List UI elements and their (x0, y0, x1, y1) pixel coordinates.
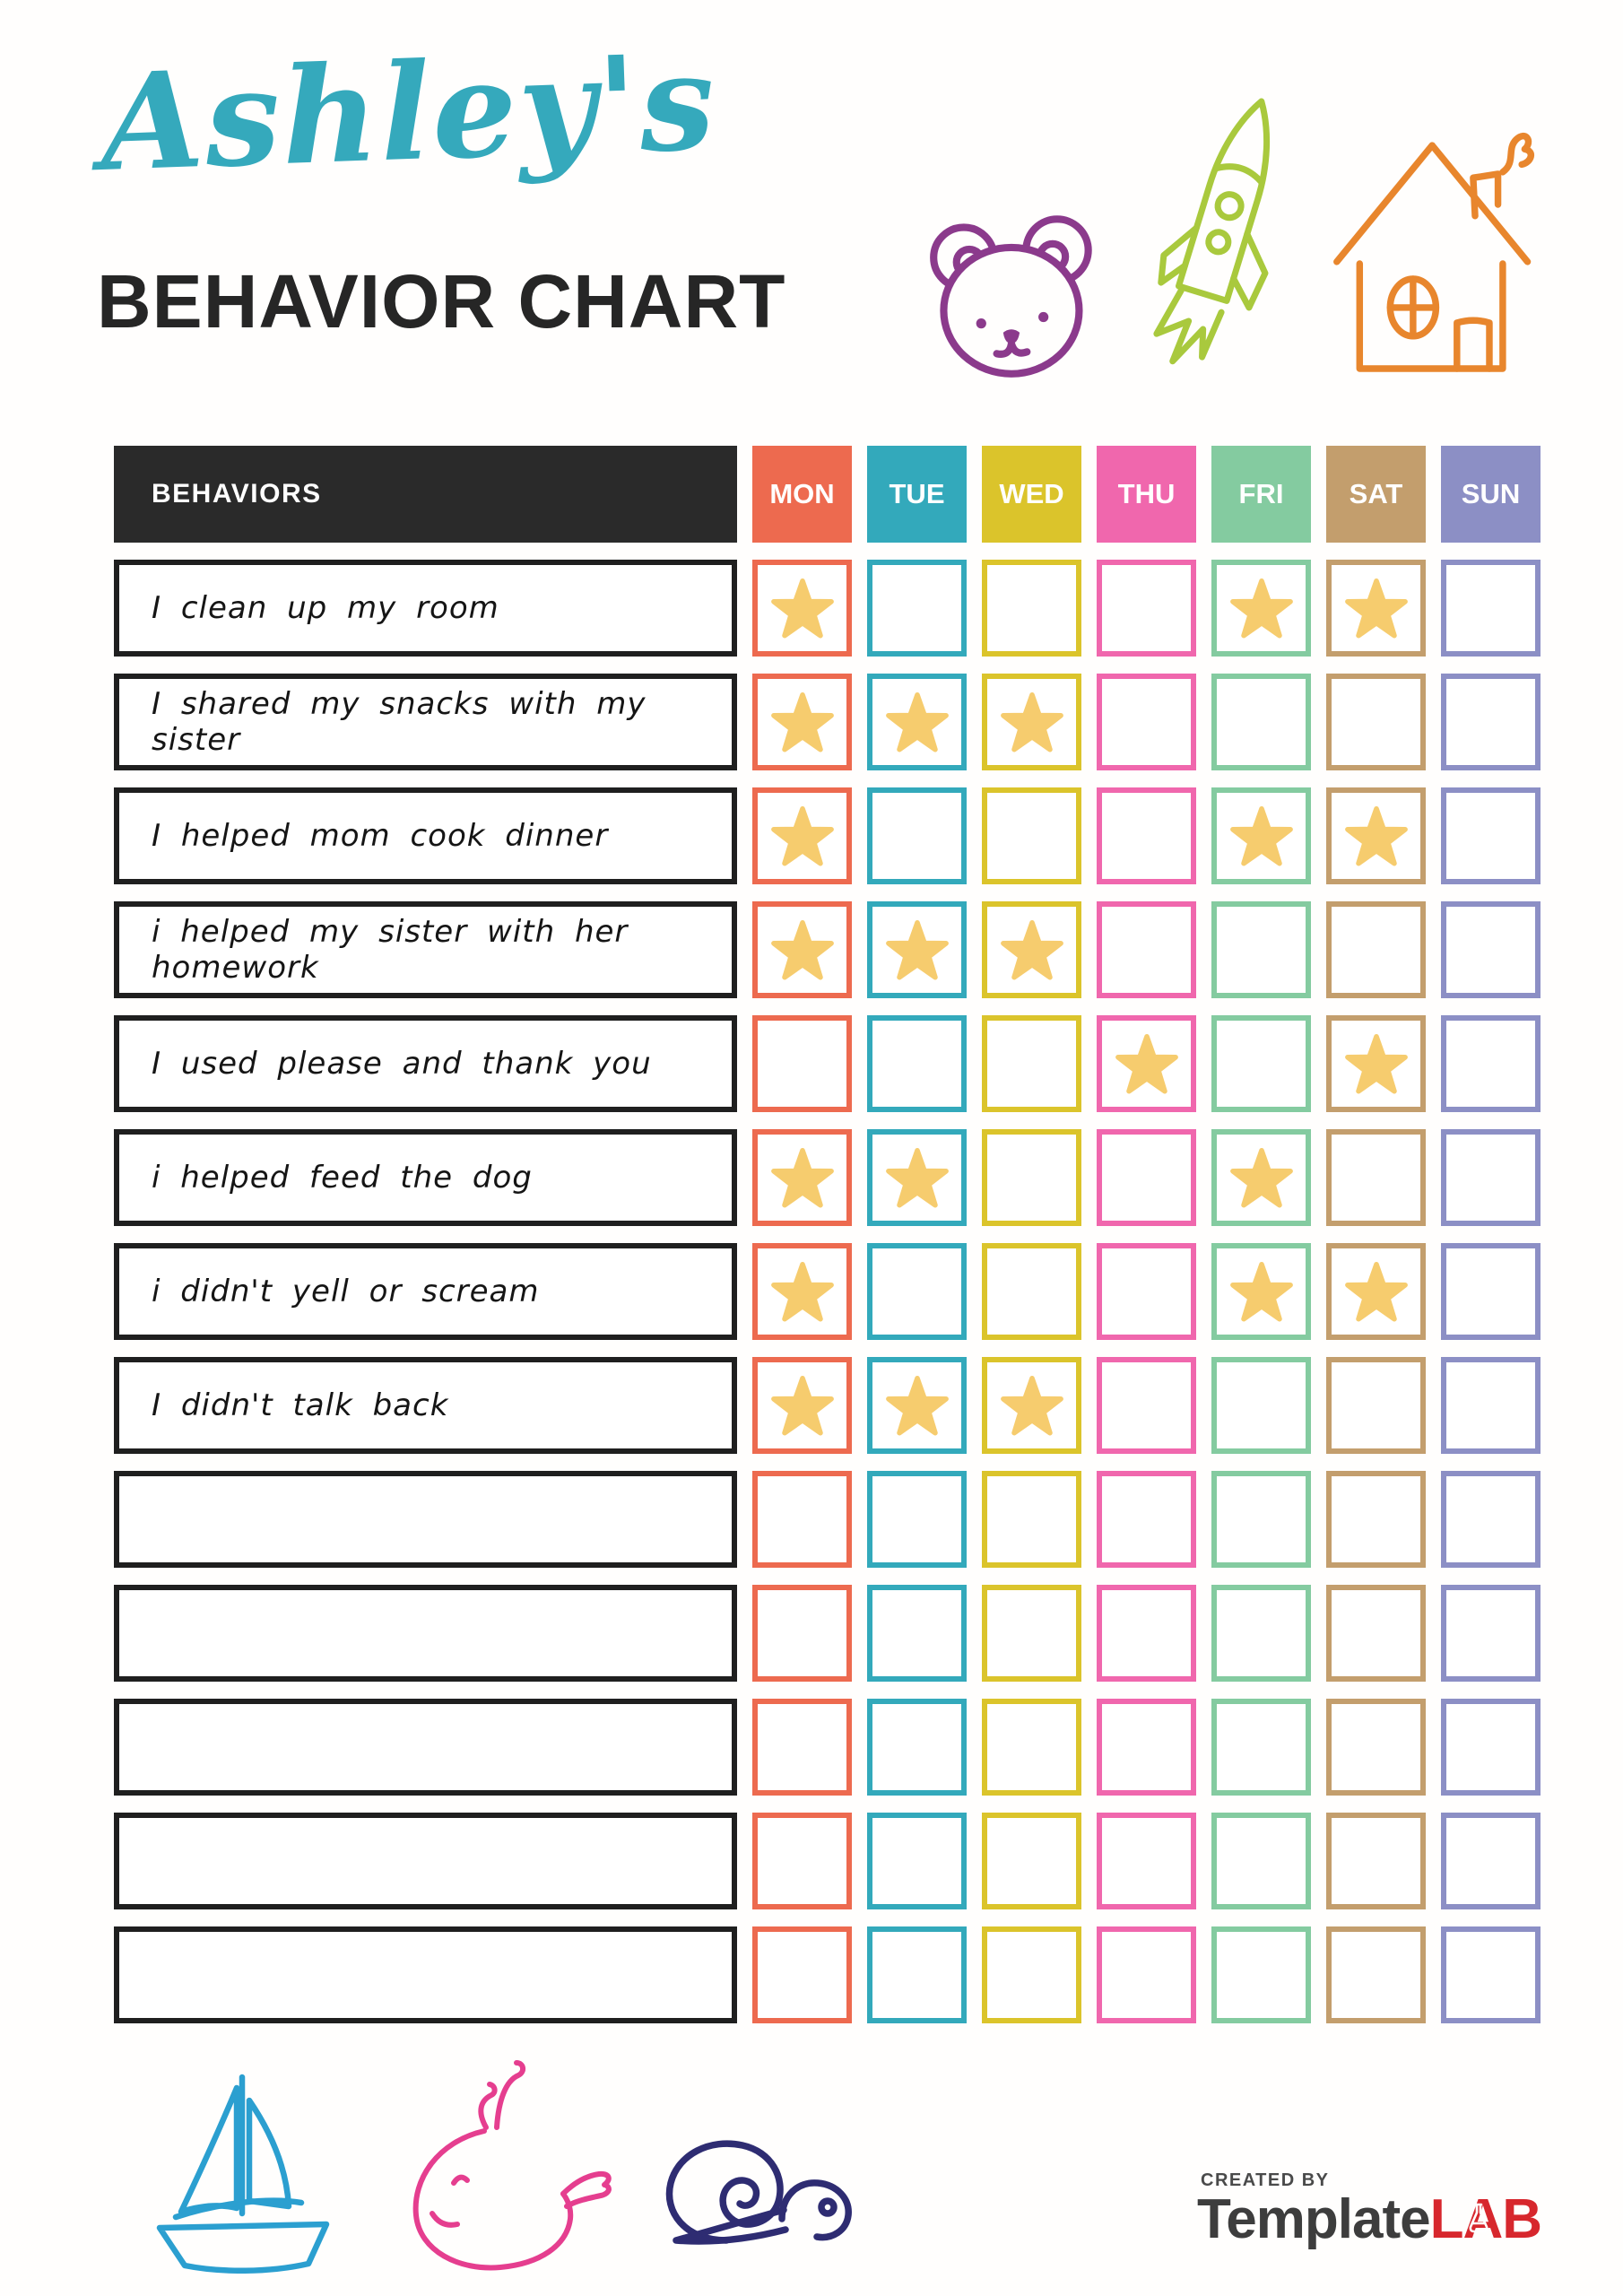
page-title: BEHAVIOR CHART (97, 259, 786, 344)
day-header-sat: SAT (1326, 446, 1426, 543)
day-header-mon: MON (752, 446, 852, 543)
star-cell-sun-row-7[interactable] (1441, 1243, 1541, 1340)
star-icon (1345, 1262, 1408, 1322)
star-icon (1345, 806, 1408, 866)
star-cell-tue-row-10[interactable] (867, 1585, 967, 1682)
star-icon (771, 578, 834, 639)
star-icon (886, 1376, 949, 1436)
star-cell-tue-row-12[interactable] (867, 1813, 967, 1909)
star-cell-fri-row-13[interactable] (1211, 1926, 1311, 2023)
star-cell-sat-row-11[interactable] (1326, 1699, 1426, 1796)
star-cell-sat-row-4[interactable] (1326, 901, 1426, 998)
star-cell-thu-row-8[interactable] (1097, 1357, 1196, 1454)
star-cell-fri-row-2[interactable] (1211, 674, 1311, 770)
star-icon (1001, 1376, 1063, 1436)
star-icon (771, 806, 834, 866)
house-doodle-icon (1325, 90, 1549, 378)
star-icon (1230, 578, 1293, 639)
star-cell-wed-row-10[interactable] (982, 1585, 1081, 1682)
star-cell-sat-row-6[interactable] (1326, 1129, 1426, 1226)
star-cell-sat-row-9[interactable] (1326, 1471, 1426, 1568)
rocket-doodle-icon (1132, 83, 1307, 395)
star-cell-sun-row-13[interactable] (1441, 1926, 1541, 2023)
star-cell-sun-row-6[interactable] (1441, 1129, 1541, 1226)
star-cell-fri-row-7[interactable] (1211, 1243, 1311, 1340)
star-cell-sat-row-2[interactable] (1326, 674, 1426, 770)
star-cell-wed-row-8[interactable] (982, 1357, 1081, 1454)
star-cell-fri-row-12[interactable] (1211, 1813, 1311, 1909)
star-icon (771, 1148, 834, 1208)
behavior-label-row-12 (114, 1813, 737, 1909)
star-cell-mon-row-10[interactable] (752, 1585, 852, 1682)
star-cell-mon-row-5[interactable] (752, 1015, 852, 1112)
star-cell-fri-row-3[interactable] (1211, 787, 1311, 884)
day-header-thu: THU (1097, 446, 1196, 543)
star-cell-thu-row-6[interactable] (1097, 1129, 1196, 1226)
star-cell-sun-row-10[interactable] (1441, 1585, 1541, 1682)
star-icon (1230, 1148, 1293, 1208)
day-header-wed: WED (982, 446, 1081, 543)
star-cell-thu-row-11[interactable] (1097, 1699, 1196, 1796)
star-icon (1230, 1262, 1293, 1322)
star-cell-tue-row-9[interactable] (867, 1471, 967, 1568)
behaviors-column-header: BEHAVIORS (114, 446, 737, 543)
behavior-label-row-6: i helped feed the dog (114, 1129, 737, 1226)
behavior-label-row-2: I shared my snacks with my sister (114, 674, 737, 770)
flask-icon (1468, 2202, 1489, 2234)
star-cell-fri-row-10[interactable] (1211, 1585, 1311, 1682)
star-icon (771, 1376, 834, 1436)
star-cell-wed-row-13[interactable] (982, 1926, 1081, 2023)
star-cell-sat-row-13[interactable] (1326, 1926, 1426, 2023)
star-cell-mon-row-1[interactable] (752, 560, 852, 657)
star-cell-sun-row-11[interactable] (1441, 1699, 1541, 1796)
day-header-tue: TUE (867, 446, 967, 543)
star-cell-fri-row-11[interactable] (1211, 1699, 1311, 1796)
star-cell-wed-row-2[interactable] (982, 674, 1081, 770)
sailboat-doodle-icon (135, 2063, 354, 2274)
star-cell-wed-row-3[interactable] (982, 787, 1081, 884)
star-cell-tue-row-7[interactable] (867, 1243, 967, 1340)
star-cell-tue-row-8[interactable] (867, 1357, 967, 1454)
star-cell-fri-row-4[interactable] (1211, 901, 1311, 998)
star-cell-thu-row-4[interactable] (1097, 901, 1196, 998)
star-icon (1001, 920, 1063, 980)
star-cell-sat-row-12[interactable] (1326, 1813, 1426, 1909)
star-cell-sun-row-12[interactable] (1441, 1813, 1541, 1909)
star-cell-thu-row-2[interactable] (1097, 674, 1196, 770)
star-cell-sun-row-9[interactable] (1441, 1471, 1541, 1568)
star-cell-tue-row-4[interactable] (867, 901, 967, 998)
star-cell-wed-row-9[interactable] (982, 1471, 1081, 1568)
behavior-label-row-11 (114, 1699, 737, 1796)
star-cell-tue-row-11[interactable] (867, 1699, 967, 1796)
star-cell-wed-row-7[interactable] (982, 1243, 1081, 1340)
behavior-chart-grid (114, 446, 1541, 2023)
star-cell-wed-row-5[interactable] (982, 1015, 1081, 1112)
day-header-sun: SUN (1441, 446, 1541, 543)
star-cell-mon-row-9[interactable] (752, 1471, 852, 1568)
behavior-label-row-7: i didn't yell or scream (114, 1243, 737, 1340)
star-cell-sun-row-3[interactable] (1441, 787, 1541, 884)
star-cell-mon-row-7[interactable] (752, 1243, 852, 1340)
star-cell-sun-row-2[interactable] (1441, 674, 1541, 770)
star-cell-fri-row-1[interactable] (1211, 560, 1311, 657)
star-cell-sat-row-5[interactable] (1326, 1015, 1426, 1112)
whale-doodle-icon (386, 2056, 628, 2275)
star-icon (886, 692, 949, 752)
star-cell-mon-row-11[interactable] (752, 1699, 852, 1796)
star-cell-mon-row-4[interactable] (752, 901, 852, 998)
star-cell-sat-row-1[interactable] (1326, 560, 1426, 657)
behavior-label-row-9 (114, 1471, 737, 1568)
star-cell-sun-row-1[interactable] (1441, 560, 1541, 657)
star-cell-fri-row-8[interactable] (1211, 1357, 1311, 1454)
templatelab-logo (1197, 2187, 1541, 2251)
behavior-label-row-8: I didn't talk back (114, 1357, 737, 1454)
star-cell-mon-row-2[interactable] (752, 674, 852, 770)
star-icon (771, 1262, 834, 1322)
brand-lab-text: LAB (1429, 2188, 1542, 2250)
star-cell-fri-row-5[interactable] (1211, 1015, 1311, 1112)
star-cell-fri-row-6[interactable] (1211, 1129, 1311, 1226)
star-cell-thu-row-10[interactable] (1097, 1585, 1196, 1682)
star-icon (771, 692, 834, 752)
star-icon (886, 1148, 949, 1208)
star-cell-mon-row-8[interactable] (752, 1357, 852, 1454)
templatelab-credit (1197, 2170, 1541, 2251)
star-cell-sat-row-3[interactable] (1326, 787, 1426, 884)
behavior-label-row-4: i helped my sister with her homework (114, 901, 737, 998)
star-cell-sun-row-4[interactable] (1441, 901, 1541, 998)
behavior-label-row-5: I used please and thank you (114, 1015, 737, 1112)
star-cell-wed-row-4[interactable] (982, 901, 1081, 998)
star-cell-wed-row-6[interactable] (982, 1129, 1081, 1226)
child-name-title: Ashley's (98, 23, 719, 201)
behavior-label-row-3: I helped mom cook dinner (114, 787, 737, 884)
brand-template-text: Template (1197, 2188, 1430, 2250)
star-cell-thu-row-12[interactable] (1097, 1813, 1196, 1909)
star-cell-tue-row-2[interactable] (867, 674, 967, 770)
star-cell-sat-row-10[interactable] (1326, 1585, 1426, 1682)
star-icon (1345, 578, 1408, 639)
star-cell-thu-row-7[interactable] (1097, 1243, 1196, 1340)
star-cell-mon-row-13[interactable] (752, 1926, 852, 2023)
star-cell-tue-row-5[interactable] (867, 1015, 967, 1112)
star-cell-mon-row-6[interactable] (752, 1129, 852, 1226)
star-cell-thu-row-1[interactable] (1097, 560, 1196, 657)
star-cell-mon-row-3[interactable] (752, 787, 852, 884)
star-icon (1345, 1034, 1408, 1094)
star-cell-thu-row-3[interactable] (1097, 787, 1196, 884)
star-cell-thu-row-5[interactable] (1097, 1015, 1196, 1112)
star-cell-tue-row-13[interactable] (867, 1926, 967, 2023)
star-cell-tue-row-6[interactable] (867, 1129, 967, 1226)
star-icon (771, 920, 834, 980)
behavior-label-row-1: I clean up my room (114, 560, 737, 657)
star-icon (886, 920, 949, 980)
star-cell-tue-row-3[interactable] (867, 787, 967, 884)
star-cell-thu-row-13[interactable] (1097, 1926, 1196, 2023)
snail-doodle-icon (647, 2106, 885, 2254)
star-cell-mon-row-12[interactable] (752, 1813, 852, 1909)
star-cell-thu-row-9[interactable] (1097, 1471, 1196, 1568)
star-cell-wed-row-1[interactable] (982, 560, 1081, 657)
star-icon (1115, 1034, 1178, 1094)
behavior-label-row-10 (114, 1585, 737, 1682)
star-cell-sat-row-7[interactable] (1326, 1243, 1426, 1340)
day-header-fri: FRI (1211, 446, 1311, 543)
star-cell-sat-row-8[interactable] (1326, 1357, 1426, 1454)
star-cell-tue-row-1[interactable] (867, 560, 967, 657)
behavior-label-row-13 (114, 1926, 737, 2023)
star-cell-sun-row-5[interactable] (1441, 1015, 1541, 1112)
star-icon (1230, 806, 1293, 866)
created-by-label: CREATED BY (1201, 2170, 1330, 2190)
star-cell-wed-row-11[interactable] (982, 1699, 1081, 1796)
star-cell-sun-row-8[interactable] (1441, 1357, 1541, 1454)
bear-doodle-icon (916, 204, 1112, 384)
star-cell-fri-row-9[interactable] (1211, 1471, 1311, 1568)
star-cell-wed-row-12[interactable] (982, 1813, 1081, 1909)
star-icon (1001, 692, 1063, 752)
